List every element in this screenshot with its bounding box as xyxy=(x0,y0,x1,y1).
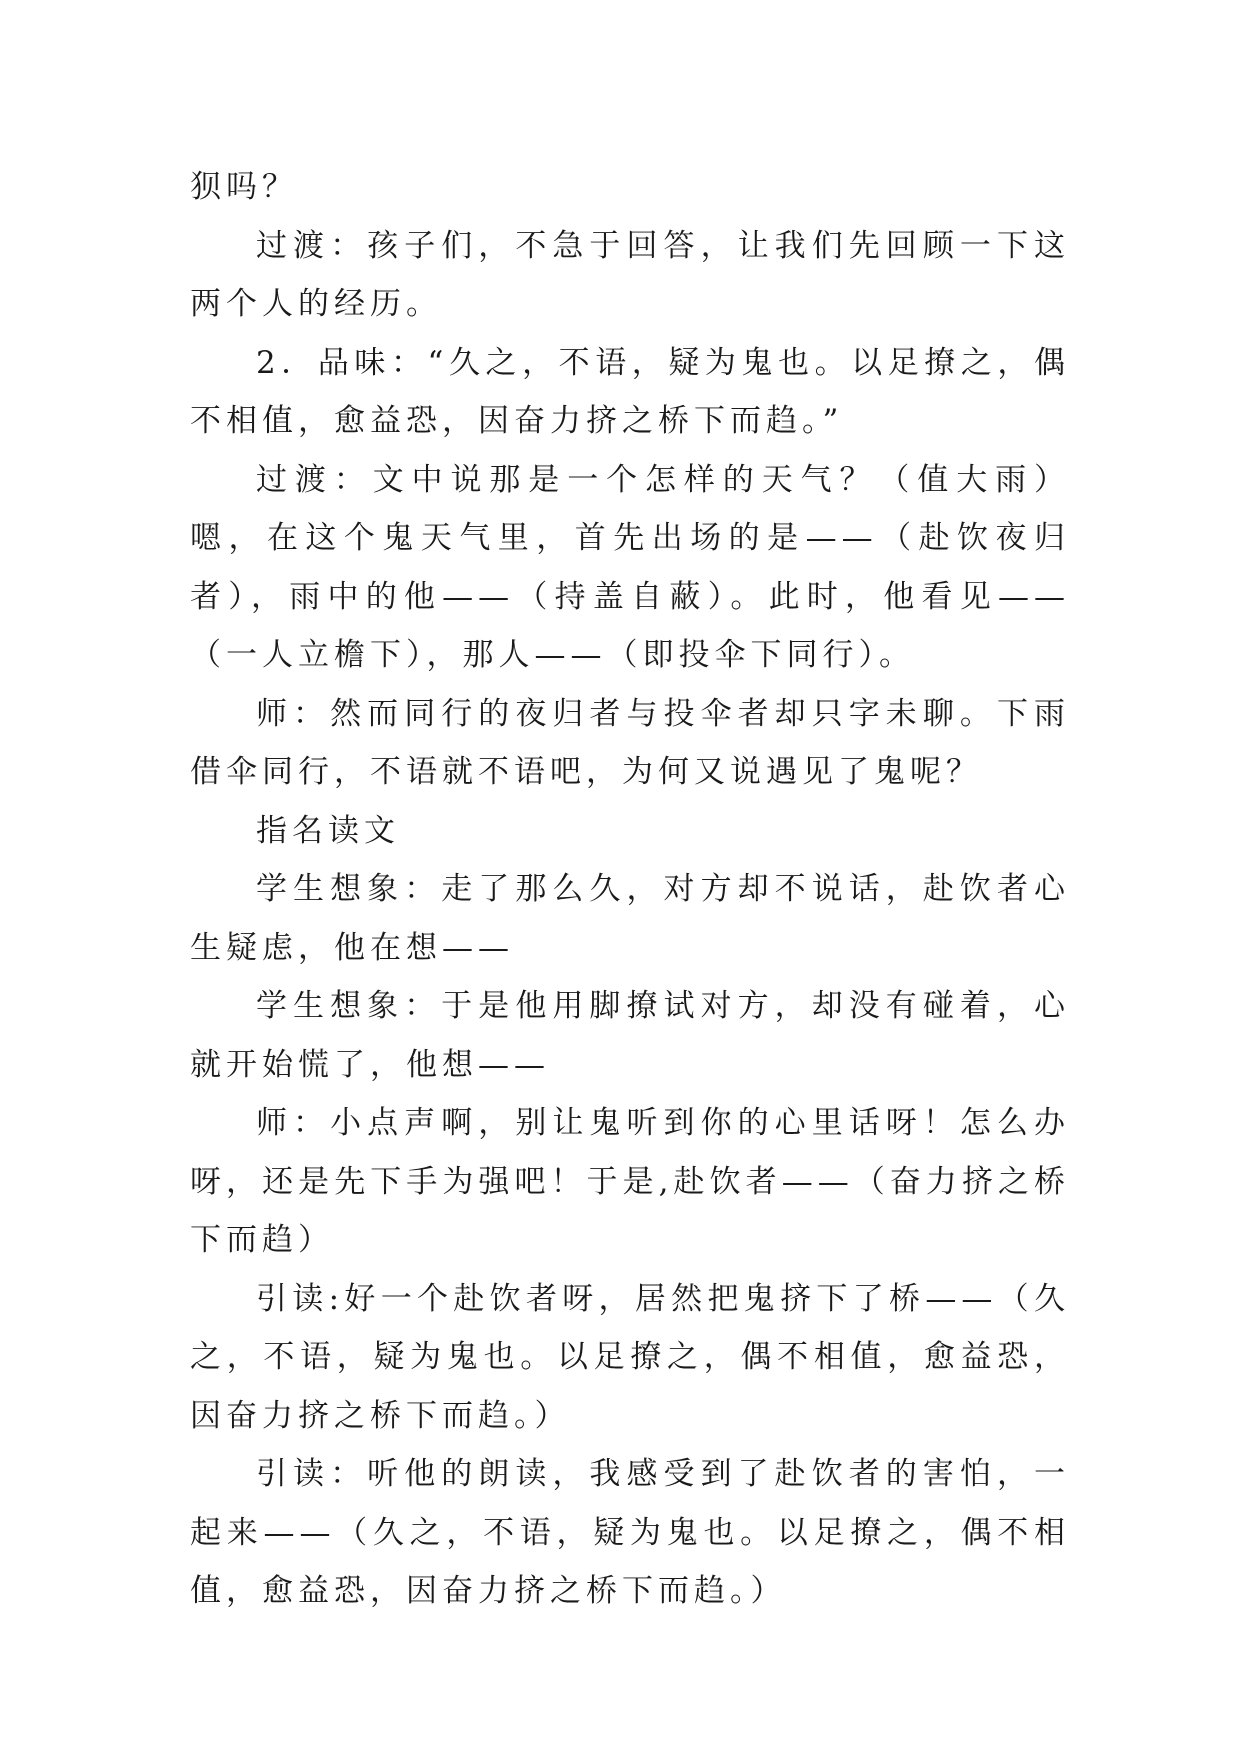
paragraph: 引读:好一个赴饮者呀，居然把鬼挤下了桥——（久之，不语，疑为鬼也。以足撩之，偶不相值，愈益恐，因奋力挤之桥下而趋。） xyxy=(190,1280,1070,1434)
document-body xyxy=(190,158,1070,1621)
paragraph: 师：小点声啊，别让鬼听到你的心里话呀！怎么办呀，还是先下手为强吧！于是,赴饮者——（奋力挤之桥下而趋） xyxy=(190,1105,1070,1258)
paragraph: 指名读文 xyxy=(256,812,400,849)
paragraph: 过渡：文中说那是一个怎样的天气？（值大雨）嗯，在这个鬼天气里，首先出场的是——（赴饮夜归者），雨中的他——（持盖自蔽）。此时，他看见——（一人立檐下），那人——（即投伞下同行）。 xyxy=(190,461,1070,673)
paragraph: 狈吗？ xyxy=(190,169,298,205)
paragraph: 学生想象：于是他用脚撩试对方，却没有碰着，心就开始慌了，他想—— xyxy=(190,988,1070,1083)
paragraph: 师：然而同行的夜归者与投伞者却只字未聊。下雨借伞同行，不语就不语吧，为何又说遇见了鬼呢？ xyxy=(190,695,1070,790)
paragraph: 学生想象：走了那么久，对方却不说话，赴饮者心生疑虑，他在想—— xyxy=(190,871,1070,966)
paragraph: 2．品味：“久之，不语，疑为鬼也。以足撩之，偶不相值，愈益恐，因奋力挤之桥下而趋。” xyxy=(190,344,1070,439)
paragraph: 引读：听他的朗读，我感受到了赴饮者的害怕，一起来——（久之，不语，疑为鬼也。以足撩之，偶不相值，愈益恐，因奋力挤之桥下而趋。） xyxy=(190,1456,1070,1609)
paragraph: 过渡：孩子们，不急于回答，让我们先回顾一下这两个人的经历。 xyxy=(190,227,1070,322)
